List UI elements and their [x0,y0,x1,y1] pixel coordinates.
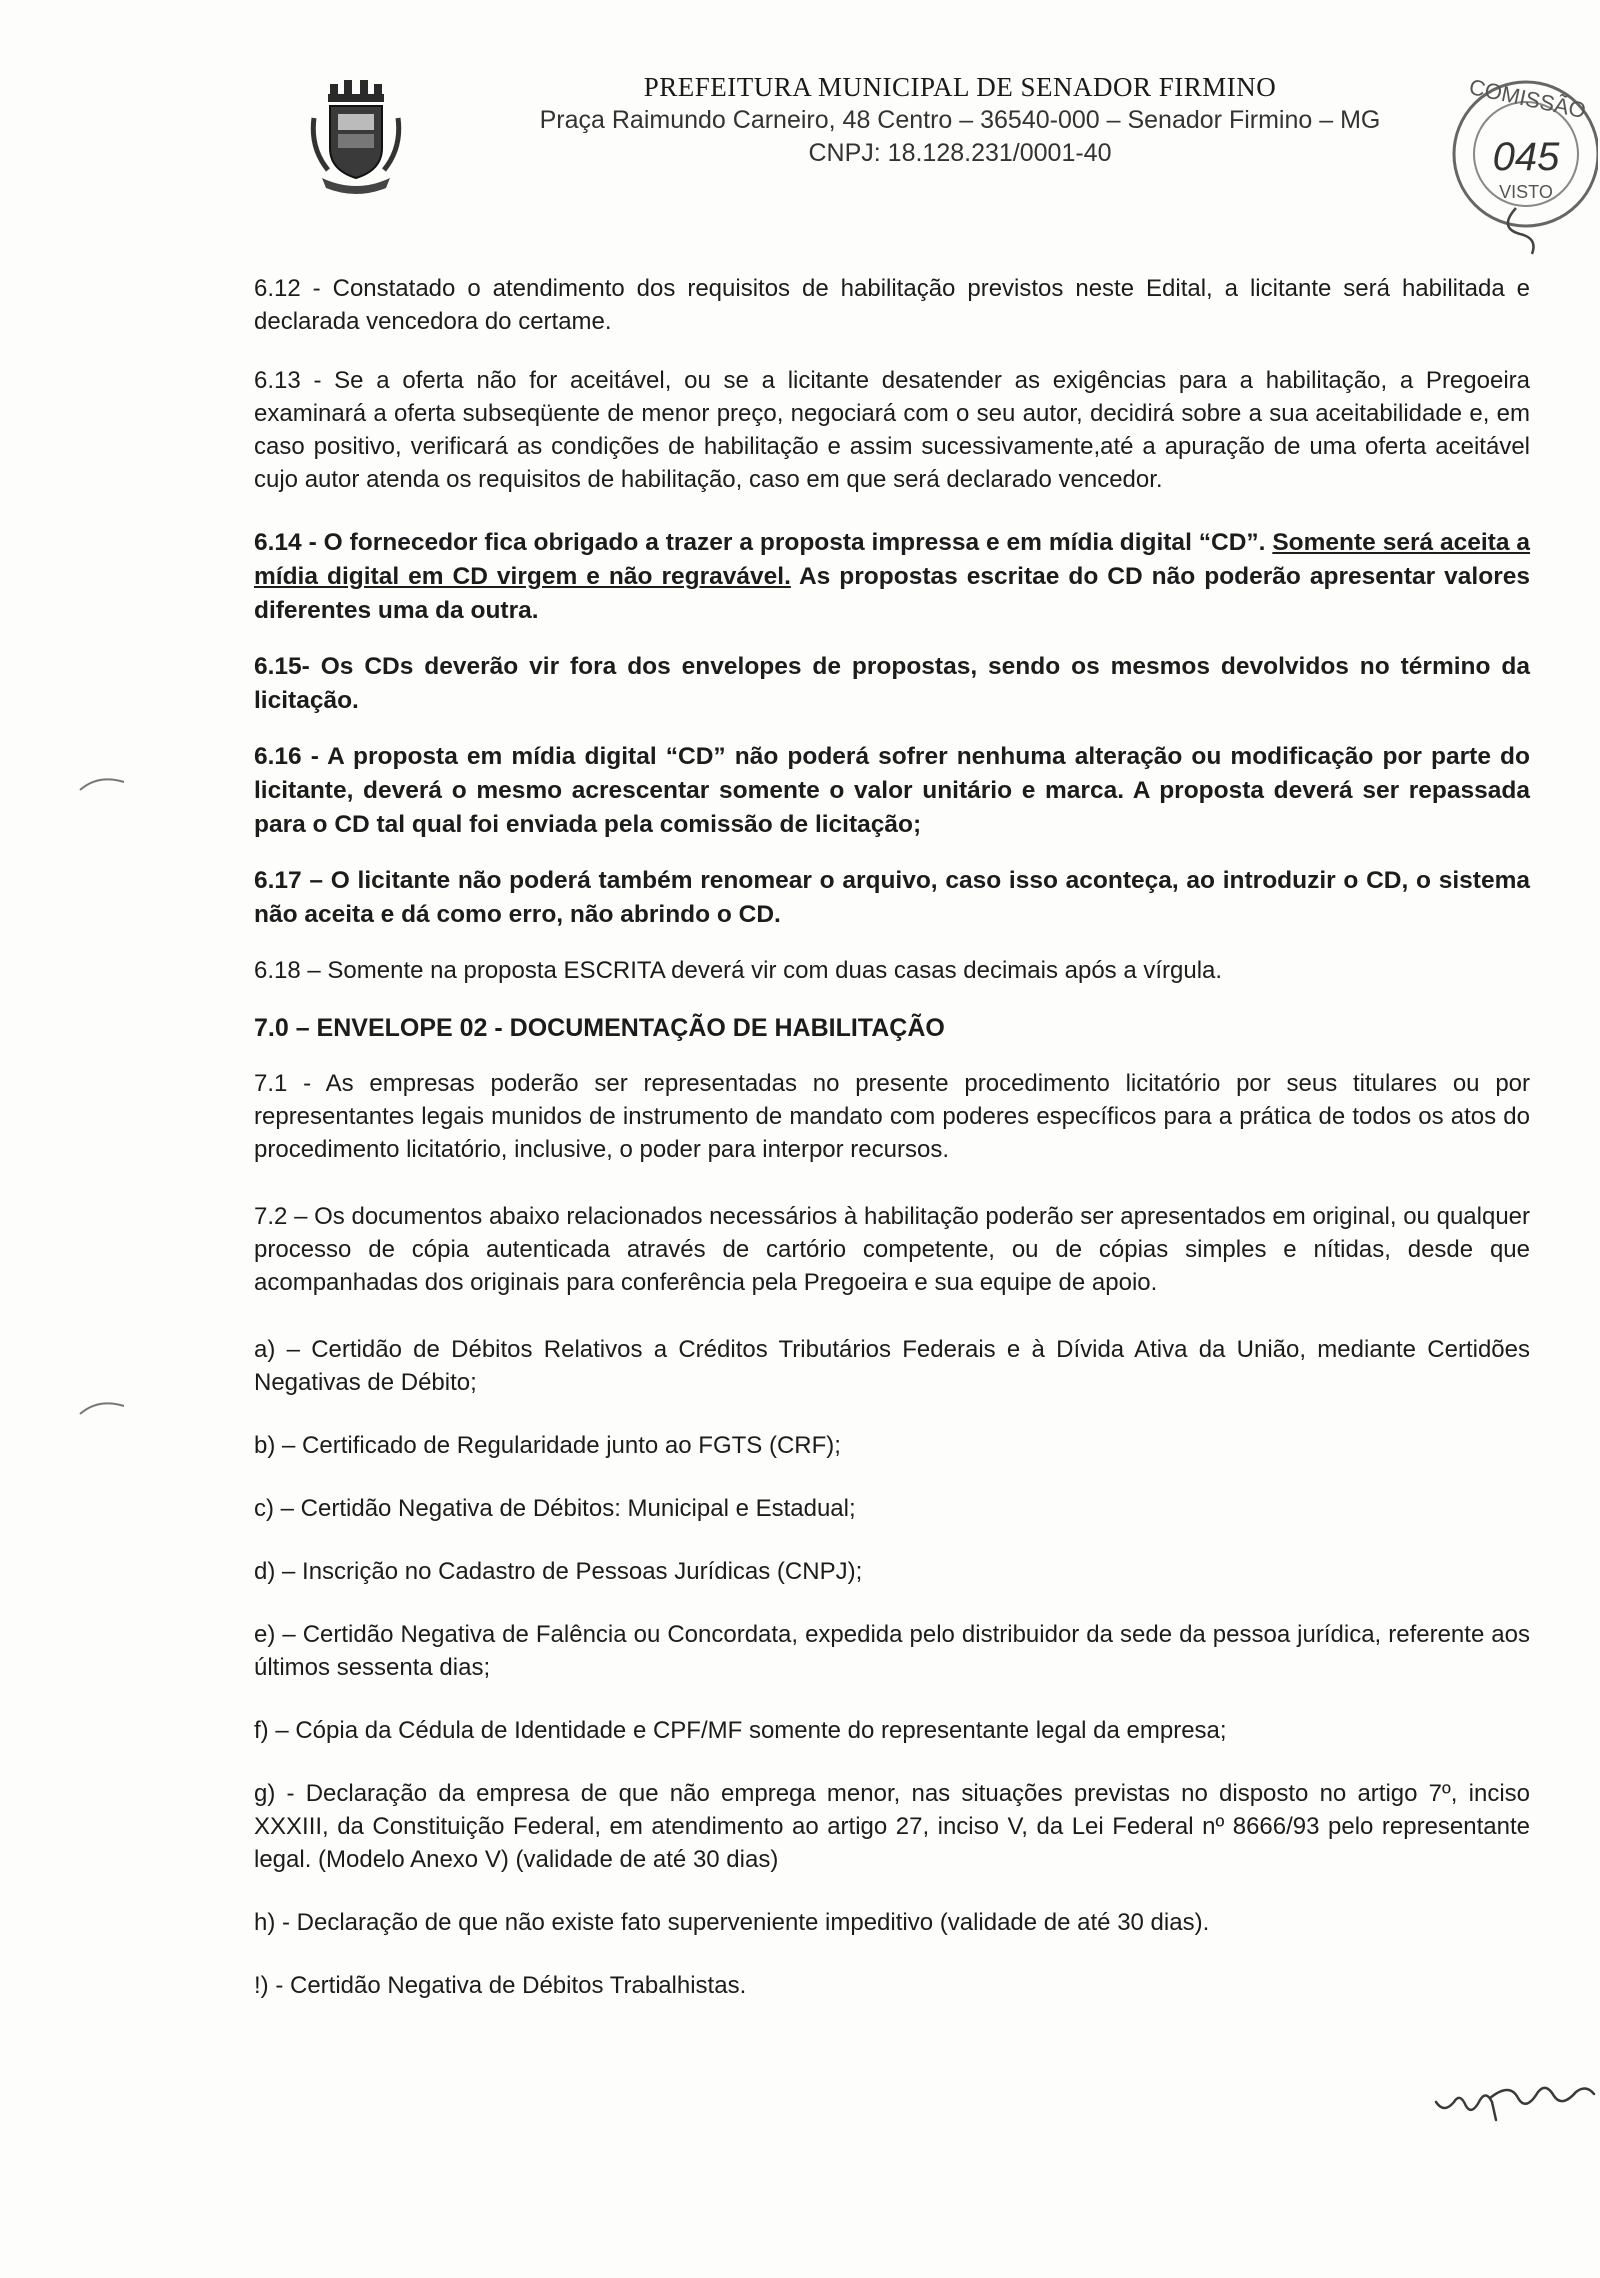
list-item: f) – Cópia da Cédula de Identidade e CPF/MF somente do representante legal da empresa; [254,1717,1227,1744]
list-item: a) – Certidão de Débitos Relativos a Créditos Tributários Federais e à Dívida Ativa da União, mediante Certidões Negativas de Débito; [254,1336,1530,1396]
margin-mark-icon [78,1396,128,1418]
clause-6-12: 6.12 - Constatado o atendimento dos requisitos de habilitação previstos neste Edital, a licitante será habilitada e declarada vencedora do certame. [254,275,1530,335]
list-item: g) - Declaração da empresa de que não emprega menor, nas situações previstas no disposto no artigo 7º, inciso XXXIII, da Constituição Federal, em atendimento ao artigo 27, inciso V, da Lei Federal nº 8666/93 pelo representante legal. (Modelo Anexo V) (validade de até 30 dias) [254,1780,1530,1873]
municipal-crest-icon [308,78,404,196]
list-item: b) – Certificado de Regularidade junto ao FGTS (CRF); [254,1432,841,1459]
stamp-label-bottom: VISTO [1499,182,1553,202]
document-body [254,272,1530,2032]
organization-address: Praça Raimundo Carneiro, 48 Centro – 36540-000 – Senador Firmino – MG [539,106,1381,134]
list-item: e) – Certidão Negativa de Falência ou Concordata, expedida pelo distribuidor da sede da pessoa jurídica, referente aos últimos sessenta dias; [254,1621,1530,1681]
organization-cnpj: CNPJ: 18.128.231/0001-40 [808,139,1112,167]
required-documents-list [254,1333,1530,2002]
clause-7-1: 7.1 - As empresas poderão ser representadas no presente procedimento licitatório por seus titulares ou por representantes legais munidos de instrumento de mandato com poderes específicos para a prática de todos os atos do procedimento licitatório, inclusive, o poder para interpor recursos. [254,1070,1530,1163]
clause-6-15: 6.15- Os CDs deverão vir fora dos envelopes de propostas, sendo os mesmos devolvidos no término da licitação. [254,653,1530,714]
clause-6-14-part1: 6.14 - O fornecedor fica obrigado a trazer a proposta impressa e em mídia digital “CD”. [254,529,1273,556]
margin-mark-icon [78,772,128,794]
organization-name: PREFEITURA MUNICIPAL DE SENADOR FIRMINO [643,72,1277,102]
letterhead [480,70,1440,170]
stamp-number: 045 [1492,135,1560,179]
list-item: c) – Certidão Negativa de Débitos: Municipal e Estadual; [254,1495,856,1522]
clause-6-13: 6.13 - Se a oferta não for aceitável, ou se a licitante desatender as exigências para a habilitação, a Pregoeira examinará a oferta subseqüente de menor preço, negociará com o seu autor, decidirá sobre a sua aceitabilidade e, em caso positivo, verificará as condições de habilitação e assim sucessivamente,até a apuração de uma oferta aceitável cujo autor atenda os requisitos de habilitação, caso em que será declarado vencedor. [254,367,1530,493]
clause-6-18: 6.18 – Somente na proposta ESCRITA deverá vir com duas casas decimais após a vírgula. [254,957,1223,984]
clause-6-14-underlined: Somente será aceita a mídia digital em CD virgem e não regravável. [254,529,1530,590]
list-item: !) - Certidão Negativa de Débitos Trabalhistas. [254,1972,747,1999]
clause-6-14-part2: As propostas escritae do CD não poderão apresentar valores diferentes uma da outra. [254,563,1530,624]
list-item: h) - Declaração de que não existe fato superveniente impeditivo (validade de até 30 dias). [254,1909,1210,1936]
clause-6-16: 6.16 - A proposta em mídia digital “CD” não poderá sofrer nenhuma alteração ou modificação por parte do licitante, deverá o mesmo acrescentar somente o valor unitário e marca. A proposta deverá ser repassada para o CD tal qual foi enviada pela comissão de licitação; [254,743,1530,838]
handwritten-signature-icon [1430,2062,1600,2132]
clause-6-17: 6.17 – O licitante não poderá também renomear o arquivo, caso isso aconteça, ao introduzir o CD, o sistema não aceita e dá como erro, não abrindo o CD. [254,867,1530,928]
list-item: d) – Inscrição no Cadastro de Pessoas Jurídicas (CNPJ); [254,1558,863,1585]
clause-7-2: 7.2 – Os documentos abaixo relacionados necessários à habilitação poderão ser apresentados em original, ou qualquer processo de cópia autenticada através de cartório competente, ou de cópias simples e nítidas, desde que acompanhadas dos originais para conferência pela Pregoeira e sua equipe de apoio. [254,1203,1530,1296]
section-7-heading: 7.0 – ENVELOPE 02 - DOCUMENTAÇÃO DE HABILITAÇÃO [254,1014,945,1042]
stamp-label-top: COMISSÃO [1466,74,1589,124]
clause-6-14 [254,526,1530,628]
commission-stamp [1428,58,1598,268]
